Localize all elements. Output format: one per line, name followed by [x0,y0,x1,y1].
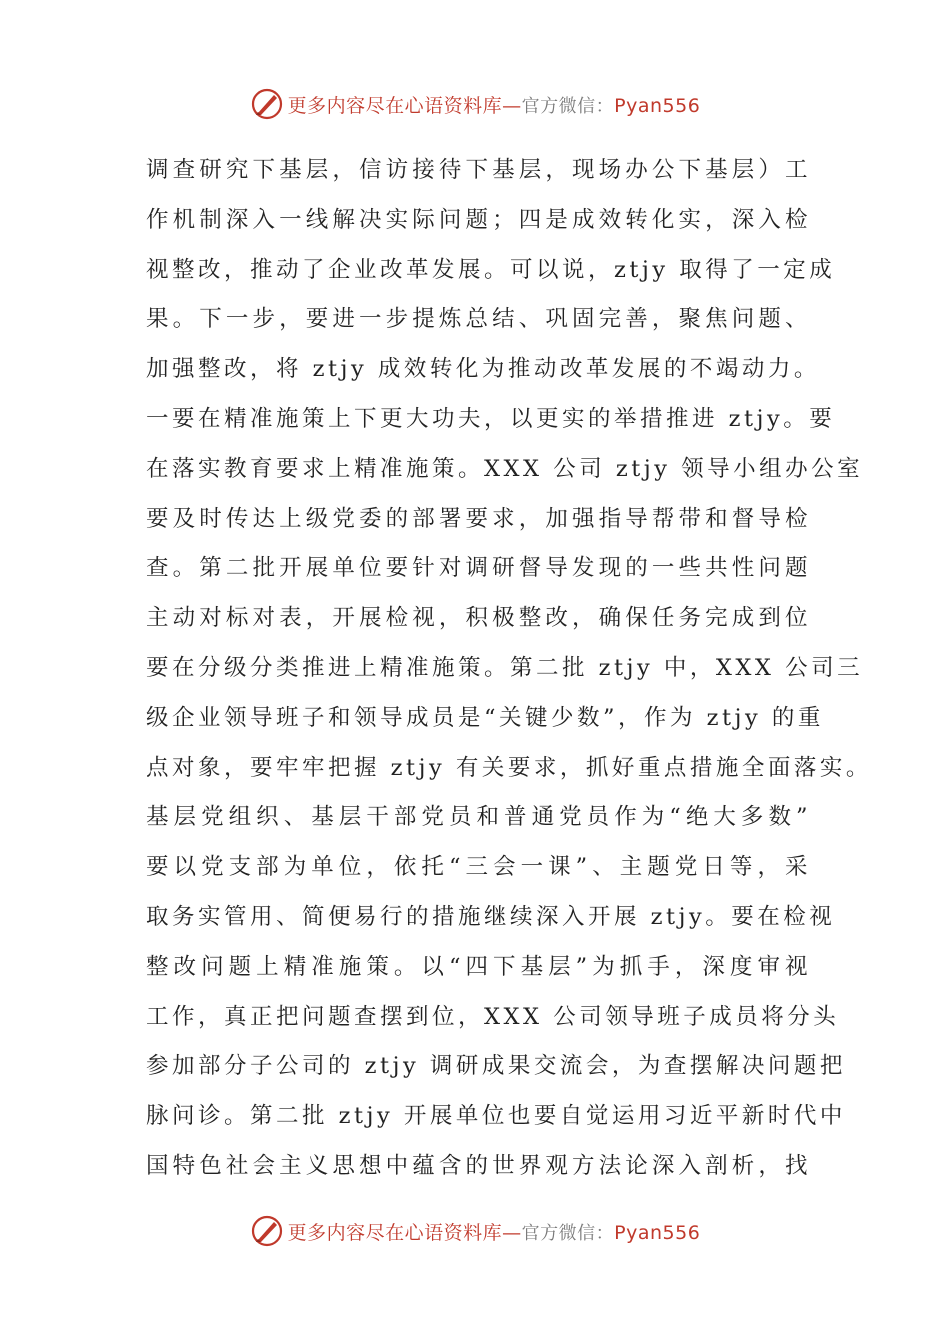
text-line: 查。第二批开展单位要针对调研督导发现的一些共性问题 [146,555,811,582]
text-line: 要及时传达上级党委的部署要求，加强指导帮带和督导检 [146,505,811,532]
banner-wechat-label: 官方微信： [521,1222,615,1244]
banner-wechat-label: 官方微信： [521,95,615,117]
text-line: 脉问诊。第二批 ztjy 开展单位也要自觉运用习近平新时代中 [146,1103,846,1130]
text-line: 调查研究下基层，信访接待下基层，现场办公下基层）工 [146,157,811,183]
text-line: 加强整改，将 ztjy 成效转化为推动改革发展的不竭动力。 [146,356,820,383]
text-line: 整改问题上精准施策。以“四下基层”为抓手，深度审视 [146,953,811,980]
banner-sep: — [502,1221,522,1244]
text-line: 参加部分子公司的 ztjy 调研成果交流会，为查摆解决问题把 [146,1053,846,1080]
quill-logo-icon [250,87,284,121]
text-line: 级企业领导班子和领导成员是“关键少数”，作为 ztjy 的重 [146,704,824,731]
text-line: 取务实管用、简便易行的措施继续深入开展 ztjy。要在检视 [146,903,836,930]
banner-text [288,1218,701,1245]
text-line: 在落实教育要求上精准施策。XXX 公司 ztjy 领导小组办公室 [146,455,864,482]
banner-wechat-id: Pyan556 [614,94,701,117]
text-line: 一要在精准施策上下更大功夫，以更实的举措推进 ztjy。要 [146,405,836,432]
text-line: 工作，真正把问题查摆到位，XXX 公司领导班子成员将分头 [146,1003,840,1030]
text-line: 视整改，推动了企业改革发展。可以说，ztjy 取得了一定成 [146,256,836,283]
banner-main: 更多内容尽在心语资料库 [287,1221,503,1244]
text-line: 基层党组织、基层干部党员和普通党员作为“绝大多数” [146,804,811,831]
header-banner [0,84,950,124]
document-body [146,146,872,1192]
banner-wechat-id: Pyan556 [614,1221,701,1244]
text-line: 作机制深入一线解决实际问题；四是成效转化实，深入检 [146,206,811,233]
banner-text [288,91,701,118]
text-line: 主动对标对表，开展检视，积极整改，确保任务完成到位 [146,605,811,632]
banner-sep: — [502,94,522,117]
quill-logo-icon [250,1214,284,1248]
text-line: 国特色社会主义思想中蕴含的世界观方法论深入剖析，找 [146,1152,811,1179]
banner-main: 更多内容尽在心语资料库 [287,94,503,117]
text-line: 要以党支部为单位，依托“三会一课”、主题党日等，采 [146,854,811,881]
footer-banner [0,1211,950,1251]
text-line: 果。下一步，要进一步提炼总结、巩固完善，聚焦问题、 [146,306,811,333]
text-line: 要在分级分类推进上精准施策。第二批 ztjy 中，XXX 公司三 [146,654,864,681]
text-line: 点对象，要牢牢把握 ztjy 有关要求，抓好重点措施全面落实。 [146,754,872,781]
